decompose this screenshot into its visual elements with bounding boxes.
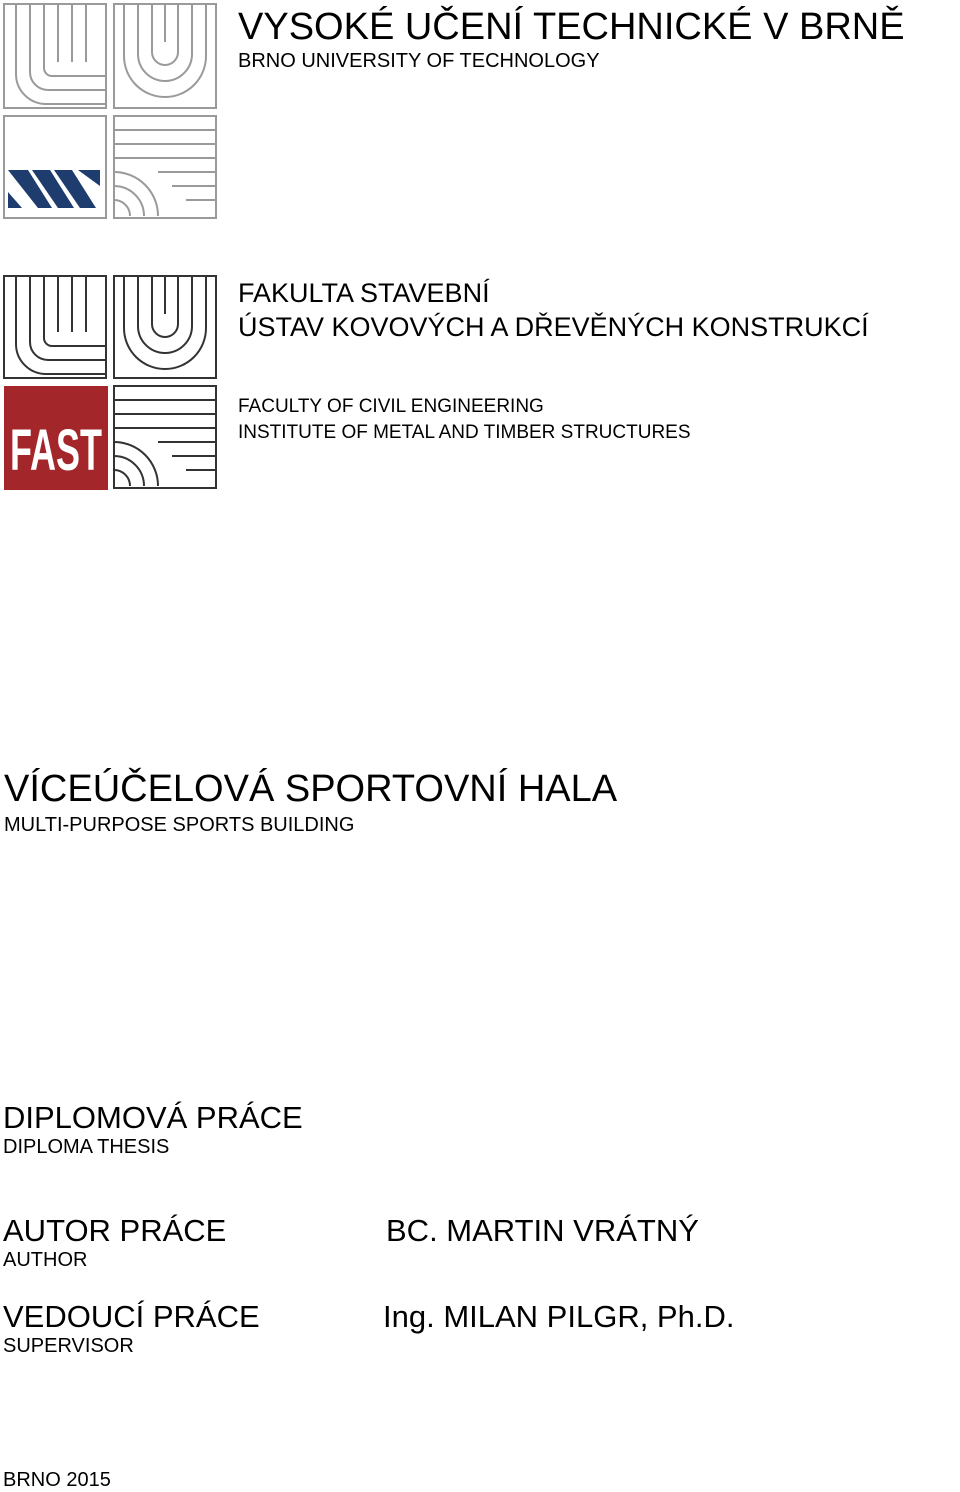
thesis-title-cz: VÍCEÚČELOVÁ SPORTOVNÍ HALA: [4, 768, 618, 810]
fast-logo-text: FAST: [10, 418, 102, 483]
supervisor-label-en: SUPERVISOR: [3, 1335, 134, 1357]
supervisor-label-cz: VEDOUCÍ PRÁCE: [3, 1299, 260, 1334]
university-name-en: BRNO UNIVERSITY OF TECHNOLOGY: [238, 50, 600, 72]
supervisor-name: Ing. MILAN PILGR, Ph.D.: [383, 1299, 735, 1334]
faculty-name-cz: FAKULTA STAVEBNÍ: [238, 278, 490, 308]
author-label-en: AUTHOR: [3, 1249, 88, 1271]
vut-logo: [2, 2, 218, 220]
place-year: BRNO 2015: [3, 1469, 111, 1491]
author-name: BC. MARTIN VRÁTNÝ: [386, 1213, 699, 1248]
institute-name-cz: ÚSTAV KOVOVÝCH A DŘEVĚNÝCH KONSTRUKCÍ: [238, 312, 869, 342]
author-label-cz: AUTOR PRÁCE: [3, 1213, 227, 1248]
faculty-name-en: FACULTY OF CIVIL ENGINEERING: [238, 396, 544, 417]
thesis-type-cz: DIPLOMOVÁ PRÁCE: [3, 1100, 303, 1135]
institute-name-en: INSTITUTE OF METAL AND TIMBER STRUCTURES: [238, 422, 691, 443]
thesis-title-en: MULTI-PURPOSE SPORTS BUILDING: [4, 814, 355, 836]
fast-logo: [2, 274, 218, 492]
thesis-type-en: DIPLOMA THESIS: [3, 1136, 170, 1158]
university-name-cz: VYSOKÉ UČENÍ TECHNICKÉ V BRNĚ: [238, 6, 905, 48]
